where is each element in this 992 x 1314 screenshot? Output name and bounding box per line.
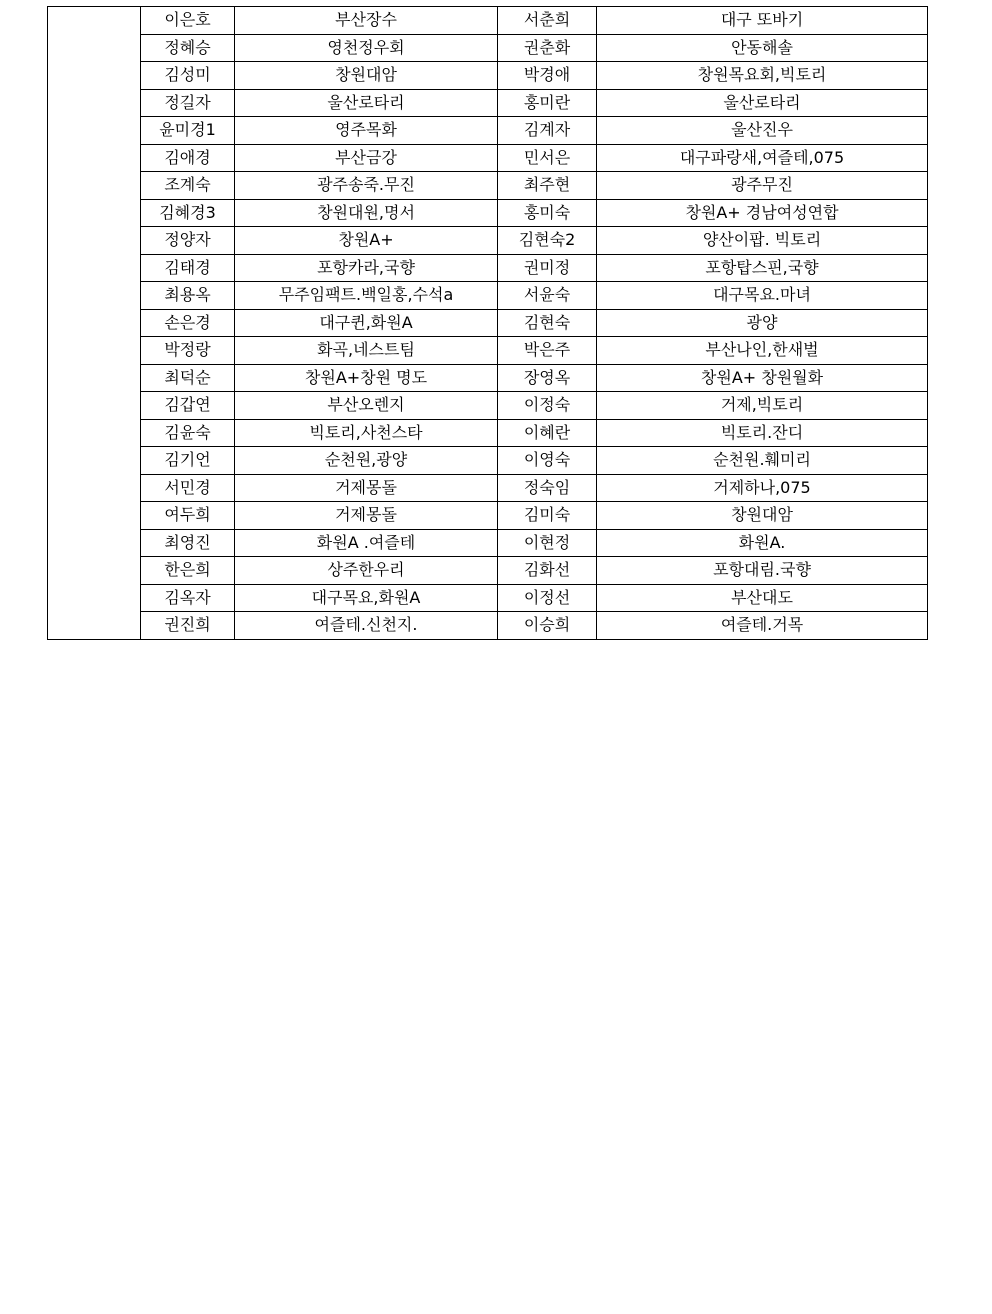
player1-name-cell: 김성미 [141,62,235,90]
player1-club-cell: 여즐테.신천지. [235,612,498,640]
player1-name-cell: 김윤숙 [141,419,235,447]
player2-name-cell: 정숙임 [498,474,597,502]
player1-club-cell: 창원A+창원 명도 [235,364,498,392]
table-row [48,529,928,557]
player1-name-cell: 최영진 [141,529,235,557]
player2-name-cell: 이승희 [498,612,597,640]
player2-club-cell: 부산나인,한새벌 [597,337,928,365]
table-body [48,7,928,640]
player1-name-cell: 조계숙 [141,172,235,200]
player1-name-cell: 최용옥 [141,282,235,310]
player1-club-cell: 거제몽돌 [235,502,498,530]
player1-name-cell: 서민경 [141,474,235,502]
player2-club-cell: 창원목요회,빅토리 [597,62,928,90]
table-row [48,612,928,640]
player1-club-cell: 빅토리,사천스타 [235,419,498,447]
player1-name-cell: 김태경 [141,254,235,282]
player1-club-cell: 상주한우리 [235,557,498,585]
player1-name-cell: 여두희 [141,502,235,530]
player2-name-cell: 홍미숙 [498,199,597,227]
player1-club-cell: 화곡,네스트팀 [235,337,498,365]
table-row [48,419,928,447]
pairings-table [47,6,928,640]
player2-club-cell: 포항탑스핀,국향 [597,254,928,282]
player1-name-cell: 김갑연 [141,392,235,420]
player2-club-cell: 빅토리.잔디 [597,419,928,447]
player2-club-cell: 대구목요.마녀 [597,282,928,310]
player1-name-cell: 권진희 [141,612,235,640]
table-row [48,172,928,200]
table-row [48,34,928,62]
player1-club-cell: 울산로타리 [235,89,498,117]
player1-club-cell: 화원A .여즐테 [235,529,498,557]
player1-club-cell: 부산금강 [235,144,498,172]
player1-name-cell: 이은호 [141,7,235,35]
player2-name-cell: 박은주 [498,337,597,365]
table-row [48,557,928,585]
player1-club-cell: 영주목화 [235,117,498,145]
player1-club-cell: 창원대암 [235,62,498,90]
player2-name-cell: 김계자 [498,117,597,145]
player1-club-cell: 창원A+ [235,227,498,255]
table-row [48,144,928,172]
player2-name-cell: 이정선 [498,584,597,612]
player1-name-cell: 정혜승 [141,34,235,62]
player2-name-cell: 이영숙 [498,447,597,475]
player2-club-cell: 대구파랑새,여즐테,075 [597,144,928,172]
player2-club-cell: 창원A+ 창원월화 [597,364,928,392]
table-row [48,254,928,282]
player2-name-cell: 박경애 [498,62,597,90]
player1-name-cell: 김기언 [141,447,235,475]
table-row [48,62,928,90]
player2-club-cell: 포항대림.국향 [597,557,928,585]
player2-name-cell: 권미정 [498,254,597,282]
table-row [48,584,928,612]
player2-name-cell: 김현숙2 [498,227,597,255]
player1-name-cell: 김애경 [141,144,235,172]
player2-club-cell: 창원대암 [597,502,928,530]
player1-name-cell: 윤미경1 [141,117,235,145]
player1-club-cell: 거제몽돌 [235,474,498,502]
player1-club-cell: 부산오렌지 [235,392,498,420]
player2-name-cell: 서춘희 [498,7,597,35]
group-label-cell [48,7,141,640]
player1-club-cell: 순천원,광양 [235,447,498,475]
player2-club-cell: 여즐테.거목 [597,612,928,640]
table-row [48,502,928,530]
player1-club-cell: 부산장수 [235,7,498,35]
player1-name-cell: 최덕순 [141,364,235,392]
player2-name-cell: 서윤숙 [498,282,597,310]
player2-club-cell: 화원A. [597,529,928,557]
player1-club-cell: 광주송죽.무진 [235,172,498,200]
player2-name-cell: 김미숙 [498,502,597,530]
player2-name-cell: 김화선 [498,557,597,585]
player1-name-cell: 정길자 [141,89,235,117]
player2-name-cell: 이정숙 [498,392,597,420]
table-row [48,364,928,392]
table-row [48,337,928,365]
player2-club-cell: 창원A+ 경남여성연합 [597,199,928,227]
player2-name-cell: 이혜란 [498,419,597,447]
table-row [48,474,928,502]
table-row [48,227,928,255]
player2-club-cell: 울산로타리 [597,89,928,117]
player2-club-cell: 거제하나,075 [597,474,928,502]
player2-name-cell: 최주현 [498,172,597,200]
player1-name-cell: 박정랑 [141,337,235,365]
player2-name-cell: 민서은 [498,144,597,172]
player1-club-cell: 창원대원,명서 [235,199,498,227]
player2-club-cell: 거제,빅토리 [597,392,928,420]
player1-club-cell: 영천정우회 [235,34,498,62]
player2-name-cell: 홍미란 [498,89,597,117]
player2-club-cell: 부산대도 [597,584,928,612]
player1-club-cell: 포항카라,국향 [235,254,498,282]
player2-name-cell: 이현정 [498,529,597,557]
table-row [48,309,928,337]
player1-club-cell: 대구퀸,화원A [235,309,498,337]
table-row [48,117,928,145]
player2-club-cell: 울산진우 [597,117,928,145]
table-row [48,392,928,420]
player2-club-cell: 광양 [597,309,928,337]
player1-club-cell: 무주임팩트.백일홍,수석a [235,282,498,310]
player1-name-cell: 김혜경3 [141,199,235,227]
player2-club-cell: 광주무진 [597,172,928,200]
table-row [48,199,928,227]
player1-name-cell: 손은경 [141,309,235,337]
player1-name-cell: 한은희 [141,557,235,585]
table-row [48,447,928,475]
table-row [48,89,928,117]
player2-club-cell: 순천원.훼미리 [597,447,928,475]
player2-club-cell: 양산이팝. 빅토리 [597,227,928,255]
player1-name-cell: 김옥자 [141,584,235,612]
table-row [48,7,928,35]
player2-name-cell: 장영옥 [498,364,597,392]
player2-club-cell: 안동해솔 [597,34,928,62]
table-row [48,282,928,310]
player1-club-cell: 대구목요,화원A [235,584,498,612]
player1-name-cell: 정양자 [141,227,235,255]
player2-name-cell: 권춘화 [498,34,597,62]
player2-name-cell: 김현숙 [498,309,597,337]
player2-club-cell: 대구 또바기 [597,7,928,35]
